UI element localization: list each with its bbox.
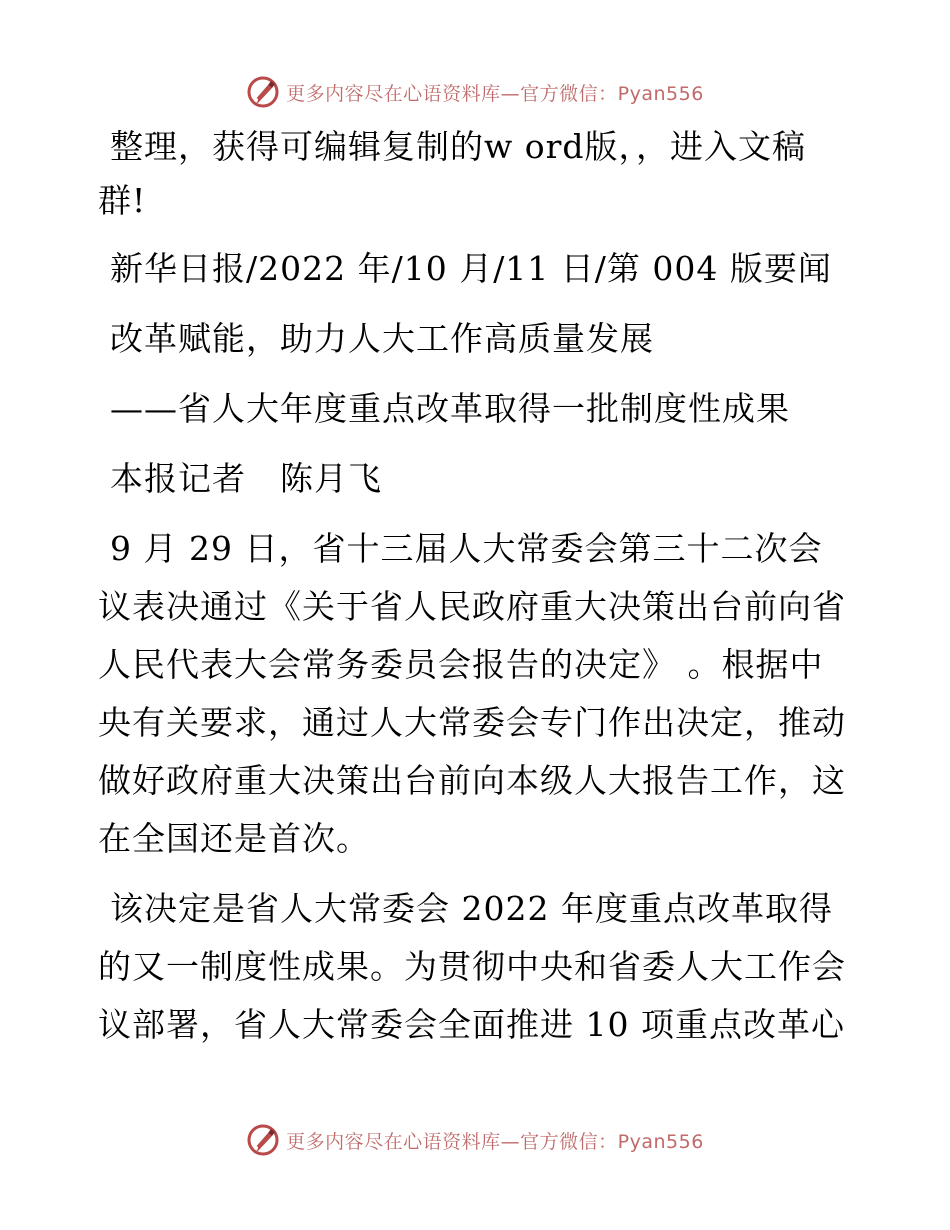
body-paragraph: 9 月 29 日，省十三届人大常委会第三十二次会议表决通过《关于省人民政府重大决策出台前向省人民代表大会常务委员会报告的决定》 。根据中央有关要求，通过人大常委会专门作出决定，推动做好政府重大决策出台前向本级人大报告工作，这在全国还是首次。: [98, 529, 846, 858]
body-paragraph: 该决定是省人大常委会 2022 年度重点改革取得的又一制度性成果。为贯彻中央和省委人大工作会议部署，省人大常委会全面推进 10 项重点改革心: [98, 889, 846, 1044]
subheadline: ——省人大年度重点改革取得一批制度性成果: [110, 389, 790, 428]
pen-seal-icon: [246, 75, 280, 109]
intro-paragraph: 整理，获得可编辑复制的w ord版，，进入文稿群!: [98, 127, 807, 220]
watermark-text: 更多内容尽在心语资料库—官方微信：Pyan556: [286, 1130, 704, 1153]
pen-seal-icon: [246, 1123, 280, 1157]
source-line: 新华日报/2022 年/10 月/11 日/第 004 版要闻: [110, 249, 832, 288]
byline: 本报记者 陈月飞: [110, 459, 382, 498]
header-watermark: [0, 70, 950, 114]
footer-watermark: [0, 1118, 950, 1162]
document-body: [98, 120, 853, 1054]
headline: 改革赋能，助力人大工作高质量发展: [110, 319, 654, 358]
watermark-text: 更多内容尽在心语资料库—官方微信：Pyan556: [286, 82, 704, 105]
